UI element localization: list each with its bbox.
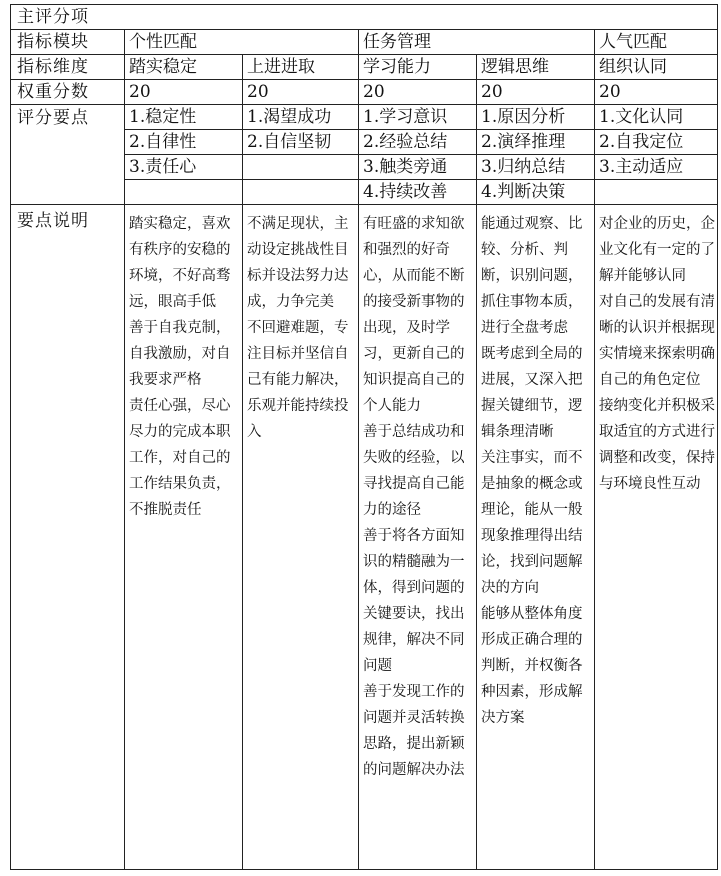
desc-paragraph: 责任心强，尽心尽力的完成本职工作，对自己的工作结果负责，不推脱责任 (129, 398, 231, 518)
dimension-cell: 学习能力 (359, 55, 477, 80)
main-label: 主评分项 (11, 5, 718, 30)
desc-paragraph: 对企业的历史，企业文化有一定的了解并能够认同 (599, 216, 715, 284)
module-cell: 任务管理 (359, 30, 595, 55)
dimension-row (11, 55, 718, 80)
desc-cell-learning (359, 205, 477, 870)
module-row (11, 30, 718, 55)
point-cell: 3.归纳总结 (477, 155, 595, 180)
desc-label: 要点说明 (11, 205, 125, 870)
point-cell: 1.文化认同 (595, 105, 718, 130)
desc-paragraph: 善于自我克制，自我激励，对自我要求严格 (129, 320, 231, 388)
point-cell: 1.学习意识 (359, 105, 477, 130)
points-row (11, 105, 718, 130)
point-cell (243, 180, 359, 205)
desc-cell-ambition (243, 205, 359, 870)
desc-paragraph: 关注事实，而不是抽象的概念或理论，能从一般现象推理得出结论，找到问题解决的方向 (481, 450, 583, 596)
description-row (11, 205, 718, 870)
desc-paragraph: 对自己的发展有清晰的认识并根据现实情境来探索明确自己的角色定位 (599, 294, 715, 388)
desc-paragraph: 踏实稳定，喜欢有秩序的安稳的环境，不好高骛远，眼高手低 (129, 216, 231, 310)
weight-cell: 20 (125, 80, 243, 105)
desc-paragraph: 既考虑到全局的进展，又深入把握关键细节，逻辑条理清晰 (481, 346, 583, 440)
point-cell: 3.主动适应 (595, 155, 718, 180)
desc-paragraph: 能通过观察、比较、分析、判断，识别问题，抓住事物本质，进行全盘考虑 (481, 216, 583, 336)
evaluation-table (10, 4, 718, 870)
desc-cell-steady (125, 205, 243, 870)
point-cell: 3.触类旁通 (359, 155, 477, 180)
weight-cell: 20 (243, 80, 359, 105)
weight-cell: 20 (477, 80, 595, 105)
desc-paragraph: 不满足现状，主动设定挑战性目标并设法努力达成，力争完美 (247, 216, 349, 310)
weight-label: 权重分数 (11, 80, 125, 105)
point-cell (125, 180, 243, 205)
main-row (11, 5, 718, 30)
weight-cell: 20 (359, 80, 477, 105)
point-cell: 3.责任心 (125, 155, 243, 180)
point-cell: 2.演绎推理 (477, 130, 595, 155)
module-cell: 人气匹配 (595, 30, 718, 55)
desc-cell-logic (477, 205, 595, 870)
points-label: 评分要点 (11, 105, 125, 205)
desc-paragraph: 不回避难题，专注目标并坚信自己有能力解决，乐观并能持续投入 (247, 320, 349, 440)
dimension-label: 指标维度 (11, 55, 125, 80)
desc-paragraph: 善于将各方面知识的精髓融为一体，得到问题的关键要诀，找出规律，解决不同问题 (363, 528, 465, 674)
point-cell: 2.自信坚韧 (243, 130, 359, 155)
desc-cell-identity (595, 205, 718, 870)
point-cell: 1.渴望成功 (243, 105, 359, 130)
point-cell (243, 155, 359, 180)
dimension-cell: 逻辑思维 (477, 55, 595, 80)
desc-paragraph: 善于总结成功和失败的经验，以寻找提高自己能力的途径 (363, 424, 465, 518)
dimension-cell: 上进进取 (243, 55, 359, 80)
module-cell: 个性匹配 (125, 30, 359, 55)
desc-paragraph: 善于发现工作的问题并灵活转换思路，提出新颖的问题解决办法 (363, 684, 465, 778)
point-cell: 2.自我定位 (595, 130, 718, 155)
weight-row (11, 80, 718, 105)
point-cell: 4.持续改善 (359, 180, 477, 205)
weight-cell: 20 (595, 80, 718, 105)
point-cell (595, 180, 718, 205)
desc-paragraph: 能够从整体角度形成正确合理的判断，并权衡各种因素，形成解决方案 (481, 606, 583, 726)
point-cell: 2.经验总结 (359, 130, 477, 155)
point-cell: 2.自律性 (125, 130, 243, 155)
dimension-cell: 踏实稳定 (125, 55, 243, 80)
dimension-cell: 组织认同 (595, 55, 718, 80)
desc-paragraph: 有旺盛的求知欲和强烈的好奇心，从而能不断的接受新事物的出现，及时学习，更新自己的知识提高自己的个人能力 (363, 216, 465, 414)
module-label: 指标模块 (11, 30, 125, 55)
point-cell: 1.原因分析 (477, 105, 595, 130)
point-cell: 1.稳定性 (125, 105, 243, 130)
point-cell: 4.判断决策 (477, 180, 595, 205)
desc-paragraph: 接纳变化并积极采取适宜的方式进行调整和改变，保持与环境良性互动 (599, 398, 715, 492)
